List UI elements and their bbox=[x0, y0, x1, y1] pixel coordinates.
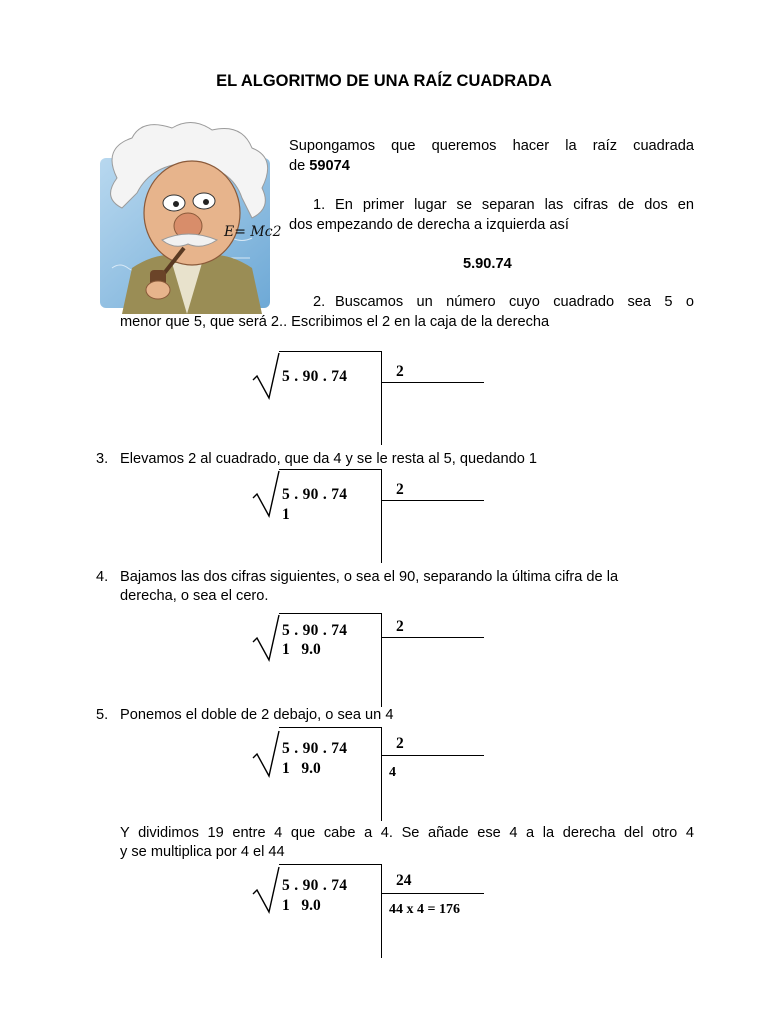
step1-line-2: dos empezando de derecha a izquierda así bbox=[289, 217, 569, 233]
remainder: 1 9.0 bbox=[282, 641, 321, 658]
radical-overline bbox=[279, 351, 382, 352]
radical-overline bbox=[279, 613, 382, 614]
result-digits: 2 bbox=[396, 735, 404, 752]
remainder: 1 9.0 bbox=[282, 897, 321, 914]
step5-text: Ponemos el doble de 2 debajo, o sea un 4 bbox=[120, 707, 394, 723]
step5-marker: 5. bbox=[96, 707, 109, 723]
divider-horizontal bbox=[381, 382, 484, 383]
radicand: 5 . 90 . 74 bbox=[282, 486, 348, 503]
divider-horizontal bbox=[381, 500, 484, 501]
radical-overline bbox=[279, 864, 382, 865]
result-digits: 2 bbox=[396, 618, 404, 635]
divider-vertical bbox=[381, 864, 382, 958]
radicand: 5 . 90 . 74 bbox=[282, 622, 348, 639]
step2-line-1: Buscamos un número cuyo cuadrado sea 5 o bbox=[335, 294, 694, 310]
page-title: EL ALGORITMO DE UNA RAÍZ CUADRADA bbox=[216, 72, 552, 90]
step2-line-2: menor que 5, que será 2.. Escribimos el 2 en la caja de la derecha bbox=[120, 314, 550, 330]
after5-line-2: y se multiplica por 4 el 44 bbox=[120, 844, 285, 860]
scientist-cartoon-icon bbox=[92, 118, 282, 314]
intro-prefix: de bbox=[289, 158, 310, 174]
step3-text: Elevamos 2 al cuadrado, que da 4 y se le resta al 5, quedando 1 bbox=[120, 451, 538, 467]
divider-vertical bbox=[381, 727, 382, 821]
divider-vertical bbox=[381, 469, 382, 563]
divider-horizontal bbox=[381, 755, 484, 756]
step1-marker: 1. bbox=[313, 197, 326, 213]
remainder: 1 9.0 bbox=[282, 760, 321, 777]
step4-line-1: Bajamos las dos cifras siguientes, o sea el 90, separando la última cifra de la bbox=[120, 569, 619, 585]
divider-vertical bbox=[381, 613, 382, 707]
radical-sign-icon bbox=[252, 614, 282, 662]
step1-line-1: En primer lugar se separan las cifras de dos en bbox=[335, 197, 694, 213]
result-digits: 24 bbox=[396, 872, 412, 889]
radicand: 5 . 90 . 74 bbox=[282, 740, 348, 757]
radicand: 5 . 90 . 74 bbox=[282, 368, 348, 385]
radical-sign-icon bbox=[252, 866, 282, 914]
radical-overline bbox=[279, 727, 382, 728]
radical-sign-icon bbox=[252, 470, 282, 518]
divider-vertical bbox=[381, 351, 382, 445]
scientist-illustration bbox=[92, 118, 282, 314]
step4-marker: 4. bbox=[96, 569, 109, 585]
step3-marker: 3. bbox=[96, 451, 109, 467]
result-digits: 2 bbox=[396, 363, 404, 380]
divider-horizontal bbox=[381, 893, 484, 894]
intro-line-2 bbox=[289, 156, 350, 176]
grouped-number: 5.90.74 bbox=[463, 256, 512, 272]
divider-horizontal bbox=[381, 637, 484, 638]
step2-marker: 2. bbox=[313, 294, 326, 310]
result-digits: 2 bbox=[396, 481, 404, 498]
after5-line-1: Y dividimos 19 entre 4 que cabe a 4. Se añade ese 4 a la derecha del otro 4 bbox=[120, 825, 694, 841]
trial-divisor: 4 bbox=[389, 765, 396, 780]
radicand: 5 . 90 . 74 bbox=[282, 877, 348, 894]
radical-sign-icon bbox=[252, 352, 282, 400]
radical-overline bbox=[279, 469, 382, 470]
step4-line-2: derecha, o sea el cero. bbox=[120, 588, 269, 604]
radical-sign-icon bbox=[252, 730, 282, 778]
target-number: 59074 bbox=[309, 158, 350, 174]
formula-text: E= Mc2 bbox=[224, 224, 282, 240]
intro-line-1: Supongamos que queremos hacer la raíz cuadrada bbox=[289, 138, 694, 154]
trial-product: 44 x 4 = 176 bbox=[389, 902, 460, 917]
remainder: 1 bbox=[282, 506, 290, 523]
